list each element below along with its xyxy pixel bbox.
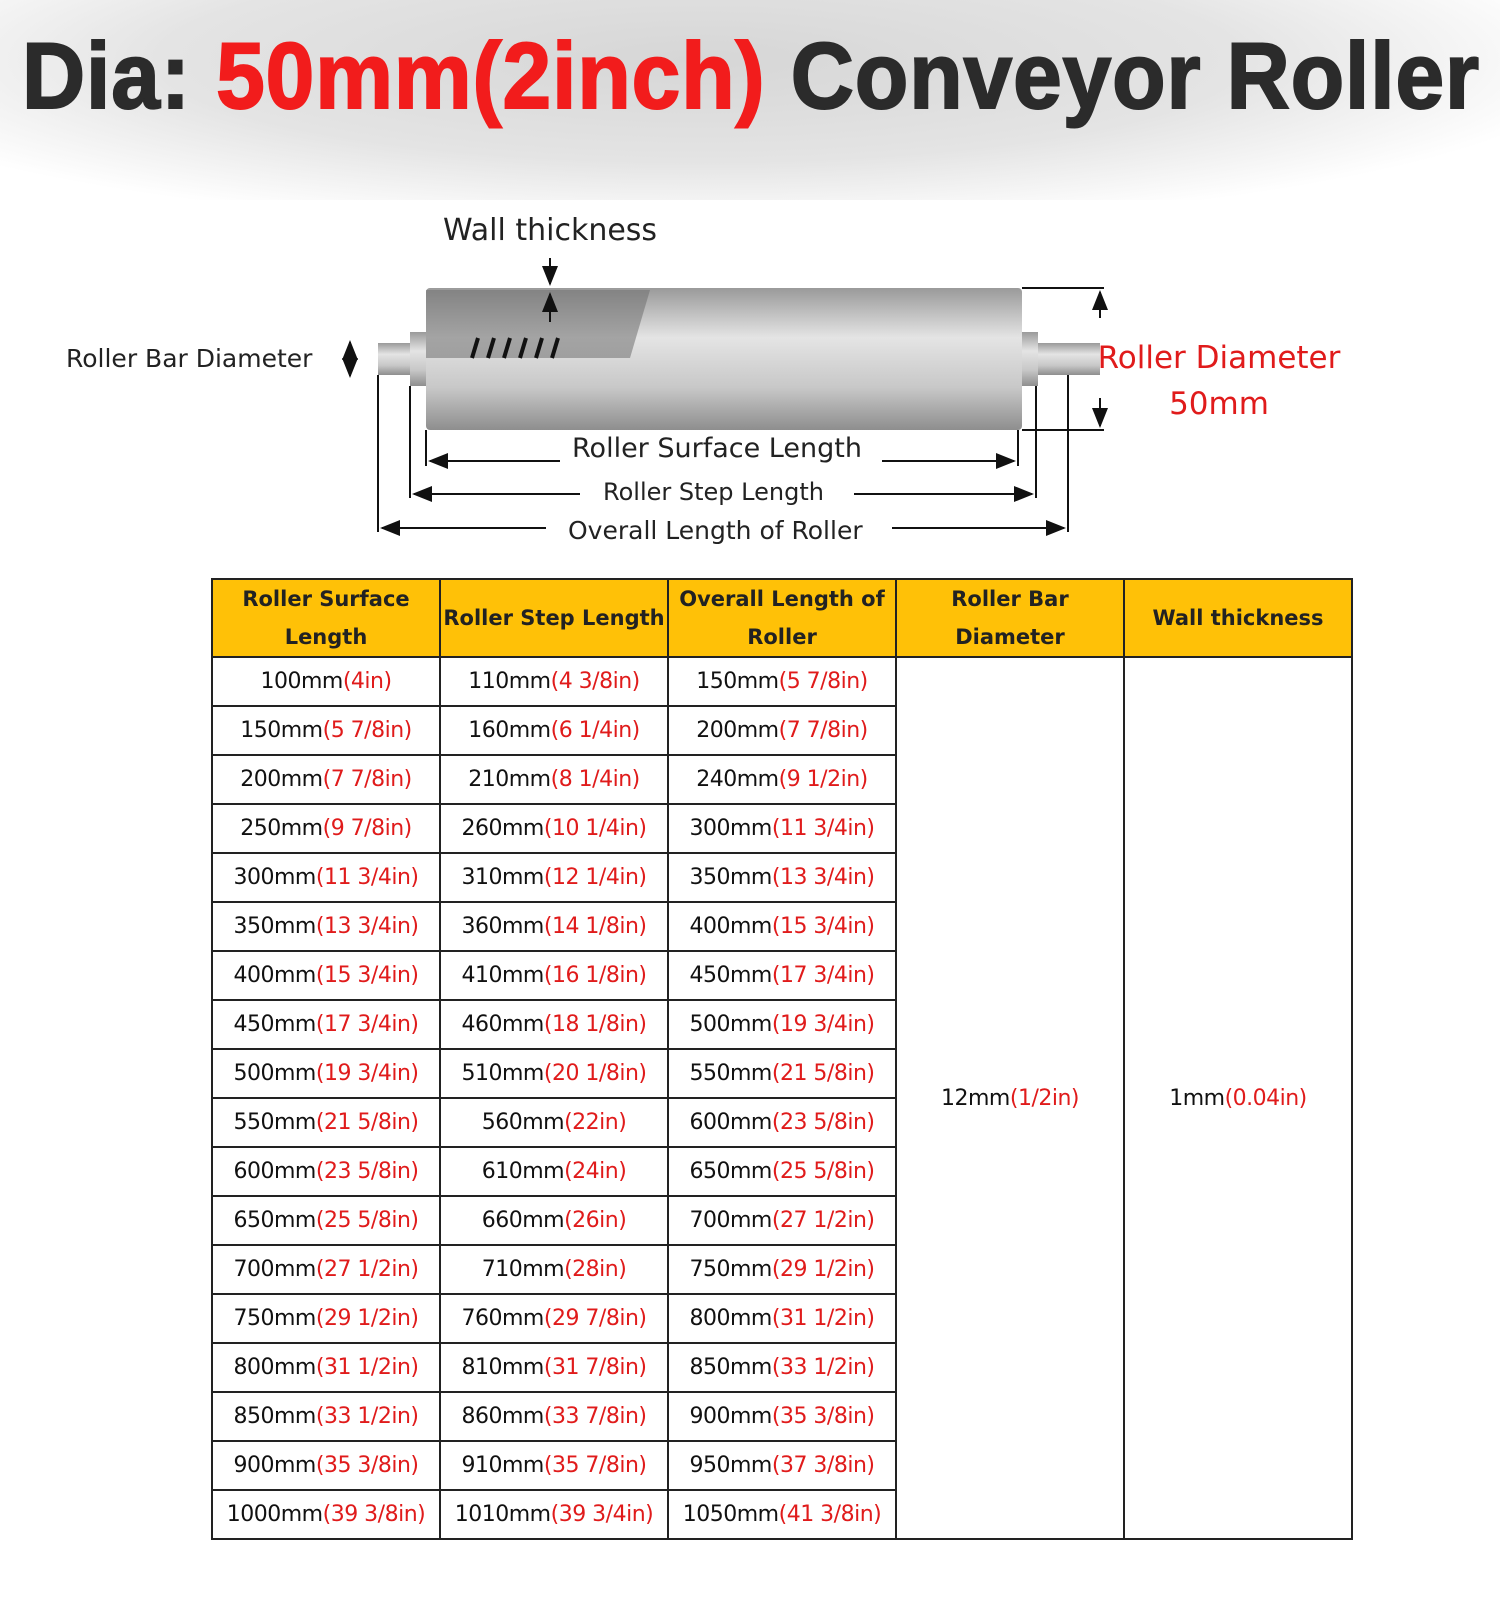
inch-value: (0.04in) <box>1224 1085 1307 1111</box>
surface-length-cell <box>212 1490 440 1539</box>
inch-value: (10 1/4in) <box>543 816 647 841</box>
bar-diameter-cell <box>896 657 1124 1539</box>
mm-value: 850mm <box>689 1355 772 1380</box>
mm-value: 100mm <box>260 669 343 694</box>
title-prefix: Dia: <box>22 23 217 128</box>
mm-value: 450mm <box>689 963 772 988</box>
mm-value: 600mm <box>689 1110 772 1135</box>
mm-value: 500mm <box>689 1012 772 1037</box>
inch-value: (31 7/8in) <box>543 1355 647 1380</box>
mm-value: 900mm <box>689 1404 772 1429</box>
mm-value: 800mm <box>233 1355 316 1380</box>
step-length-cell <box>440 1000 668 1049</box>
mm-value: 760mm <box>461 1306 544 1331</box>
step-length-cell <box>440 1049 668 1098</box>
mm-value: 600mm <box>233 1159 316 1184</box>
mm-value: 210mm <box>468 767 551 792</box>
mm-value: 650mm <box>689 1159 772 1184</box>
inch-value: (21 5/8in) <box>771 1061 875 1086</box>
inch-value: (13 3/4in) <box>771 865 875 890</box>
mm-value: 700mm <box>689 1208 772 1233</box>
mm-value: 150mm <box>240 718 323 743</box>
inch-value: (22in) <box>564 1110 627 1135</box>
step-length-cell <box>440 1294 668 1343</box>
surface-length-cell <box>212 1245 440 1294</box>
header-bar-diameter: Roller Bar Diameter <box>896 579 1124 657</box>
surface-length-cell <box>212 657 440 706</box>
surface-length-cell <box>212 1294 440 1343</box>
inch-value: (27 1/2in) <box>315 1257 419 1282</box>
overall-length-cell <box>668 1000 896 1049</box>
surface-length-cell <box>212 1098 440 1147</box>
inch-value: (27 1/2in) <box>771 1208 875 1233</box>
step-length-cell <box>440 1196 668 1245</box>
mm-value: 850mm <box>233 1404 316 1429</box>
inch-value: (9 7/8in) <box>322 816 412 841</box>
header-overall-length: Overall Length of Roller <box>668 579 896 657</box>
mm-value: 400mm <box>233 963 316 988</box>
mm-value: 12mm <box>941 1085 1010 1111</box>
surface-length-cell <box>212 951 440 1000</box>
step-length-cell <box>440 755 668 804</box>
mm-value: 1050mm <box>682 1502 779 1527</box>
inch-value: (25 5/8in) <box>315 1208 419 1233</box>
table-header-row <box>212 579 1352 657</box>
mm-value: 910mm <box>461 1453 544 1478</box>
wall-thickness-cell <box>1124 657 1352 1539</box>
overall-length-cell <box>668 1098 896 1147</box>
mm-value: 410mm <box>461 963 544 988</box>
overall-length-cell <box>668 1294 896 1343</box>
title-highlight: 50mm(2inch) <box>216 23 766 128</box>
mm-value: 460mm <box>461 1012 544 1037</box>
mm-value: 500mm <box>233 1061 316 1086</box>
inch-value: (11 3/4in) <box>315 865 419 890</box>
mm-value: 300mm <box>233 865 316 890</box>
inch-value: (29 1/2in) <box>315 1306 419 1331</box>
mm-value: 1010mm <box>454 1502 551 1527</box>
inch-value: (15 3/4in) <box>771 914 875 939</box>
surface-length-cell <box>212 1392 440 1441</box>
inch-value: (7 7/8in) <box>322 767 412 792</box>
overall-length-cell <box>668 1490 896 1539</box>
mm-value: 150mm <box>696 669 779 694</box>
step-length-cell <box>440 1245 668 1294</box>
overall-length-cell <box>668 657 896 706</box>
mm-value: 350mm <box>689 865 772 890</box>
overall-length-cell <box>668 1392 896 1441</box>
surface-length-cell <box>212 853 440 902</box>
inch-value: (18 1/8in) <box>543 1012 647 1037</box>
inch-value: (4 3/8in) <box>550 669 640 694</box>
roller-diameter-label <box>1086 335 1352 427</box>
surface-length-cell <box>212 1049 440 1098</box>
mm-value: 950mm <box>689 1453 772 1478</box>
inch-value: (5 7/8in) <box>322 718 412 743</box>
inch-value: (25 5/8in) <box>771 1159 875 1184</box>
step-length-cell <box>440 951 668 1000</box>
mm-value: 860mm <box>461 1404 544 1429</box>
surface-length-cell <box>212 902 440 951</box>
inch-value: (13 3/4in) <box>315 914 419 939</box>
step-length-cell <box>440 1490 668 1539</box>
surface-length-cell <box>212 1000 440 1049</box>
inch-value: (1/2in) <box>1009 1085 1079 1111</box>
mm-value: 750mm <box>689 1257 772 1282</box>
inch-value: (16 1/8in) <box>543 963 647 988</box>
inch-value: (9 1/2in) <box>778 767 868 792</box>
inch-value: (23 5/8in) <box>315 1159 419 1184</box>
overall-length-cell <box>668 706 896 755</box>
surface-length-cell <box>212 1147 440 1196</box>
inch-value: (41 3/8in) <box>778 1502 882 1527</box>
inch-value: (35 3/8in) <box>771 1404 875 1429</box>
overall-length-cell <box>668 755 896 804</box>
inch-value: (7 7/8in) <box>778 718 868 743</box>
mm-value: 660mm <box>481 1208 565 1233</box>
mm-value: 110mm <box>468 669 551 694</box>
mm-value: 560mm <box>481 1110 565 1135</box>
mm-value: 510mm <box>461 1061 544 1086</box>
step-length-cell <box>440 1147 668 1196</box>
mm-value: 310mm <box>461 865 544 890</box>
surface-length-label: Roller Surface Length <box>572 433 862 464</box>
roller-diameter-title: Roller Diameter <box>1097 340 1341 376</box>
overall-length-cell <box>668 951 896 1000</box>
inch-value: (33 1/2in) <box>315 1404 419 1429</box>
mm-value: 160mm <box>468 718 551 743</box>
inch-value: (21 5/8in) <box>315 1110 419 1135</box>
step-length-cell <box>440 1343 668 1392</box>
inch-value: (29 1/2in) <box>771 1257 875 1282</box>
inch-value: (35 3/8in) <box>315 1453 419 1478</box>
roller-diameter-value: 50mm <box>1169 386 1269 422</box>
overall-length-cell <box>668 1147 896 1196</box>
inch-value: (19 3/4in) <box>315 1061 419 1086</box>
mm-value: 900mm <box>233 1453 316 1478</box>
inch-value: (28in) <box>564 1257 627 1282</box>
inch-value: (35 7/8in) <box>543 1453 647 1478</box>
surface-length-cell <box>212 755 440 804</box>
step-length-cell <box>440 804 668 853</box>
title-suffix: Conveyor Roller <box>765 23 1480 128</box>
inch-value: (4in) <box>342 669 392 694</box>
mm-value: 700mm <box>233 1257 316 1282</box>
inch-value: (20 1/8in) <box>543 1061 647 1086</box>
mm-value: 250mm <box>240 816 323 841</box>
overall-length-cell <box>668 1196 896 1245</box>
mm-value: 200mm <box>696 718 779 743</box>
surface-length-cell <box>212 1343 440 1392</box>
mm-value: 350mm <box>233 914 316 939</box>
step-length-cell <box>440 1441 668 1490</box>
spec-table <box>211 578 1353 1540</box>
mm-value: 360mm <box>461 914 544 939</box>
mm-value: 240mm <box>696 767 779 792</box>
inch-value: (8 1/4in) <box>550 767 640 792</box>
overall-length-label: Overall Length of Roller <box>568 516 863 545</box>
header-step-length: Roller Step Length <box>440 579 668 657</box>
mm-value: 260mm <box>461 816 544 841</box>
mm-value: 610mm <box>481 1159 565 1184</box>
inch-value: (23 5/8in) <box>771 1110 875 1135</box>
overall-length-cell <box>668 1441 896 1490</box>
inch-value: (11 3/4in) <box>771 816 875 841</box>
mm-value: 650mm <box>233 1208 316 1233</box>
inch-value: (33 7/8in) <box>543 1404 647 1429</box>
header-wall-thickness: Wall thickness <box>1124 579 1352 657</box>
inch-value: (26in) <box>564 1208 627 1233</box>
surface-length-cell <box>212 706 440 755</box>
inch-value: (31 1/2in) <box>315 1355 419 1380</box>
roller-bar-diameter-label: Roller Bar Diameter <box>66 344 313 373</box>
inch-value: (24in) <box>564 1159 627 1184</box>
table-row <box>212 657 1352 706</box>
inch-value: (14 1/8in) <box>543 914 647 939</box>
inch-value: (17 3/4in) <box>315 1012 419 1037</box>
mm-value: 750mm <box>233 1306 316 1331</box>
inch-value: (15 3/4in) <box>315 963 419 988</box>
inch-value: (6 1/4in) <box>550 718 640 743</box>
mm-value: 810mm <box>461 1355 544 1380</box>
inch-value: (33 1/2in) <box>771 1355 875 1380</box>
step-length-cell <box>440 902 668 951</box>
overall-length-cell <box>668 1343 896 1392</box>
inch-value: (17 3/4in) <box>771 963 875 988</box>
inch-value: (29 7/8in) <box>543 1306 647 1331</box>
roller-bearing-right <box>1022 332 1038 386</box>
wall-thickness-label: Wall thickness <box>443 213 658 248</box>
step-length-cell <box>440 1098 668 1147</box>
overall-length-cell <box>668 853 896 902</box>
mm-value: 450mm <box>233 1012 316 1037</box>
step-length-cell <box>440 657 668 706</box>
mm-value: 200mm <box>240 767 323 792</box>
mm-value: 1000mm <box>226 1502 323 1527</box>
inch-value: (19 3/4in) <box>771 1012 875 1037</box>
mm-value: 800mm <box>689 1306 772 1331</box>
inch-value: (37 3/8in) <box>771 1453 875 1478</box>
mm-value: 550mm <box>233 1110 316 1135</box>
overall-length-cell <box>668 804 896 853</box>
mm-value: 550mm <box>689 1061 772 1086</box>
header-surface-length: Roller Surface Length <box>212 579 440 657</box>
overall-length-cell <box>668 1049 896 1098</box>
inch-value: (5 7/8in) <box>778 669 868 694</box>
step-length-cell <box>440 853 668 902</box>
mm-value: 400mm <box>689 914 772 939</box>
inch-value: (12 1/4in) <box>543 865 647 890</box>
step-length-cell <box>440 1392 668 1441</box>
surface-length-cell <box>212 1441 440 1490</box>
overall-length-cell <box>668 902 896 951</box>
mm-value: 710mm <box>481 1257 565 1282</box>
inch-value: (39 3/8in) <box>322 1502 426 1527</box>
mm-value: 300mm <box>689 816 772 841</box>
surface-length-cell <box>212 1196 440 1245</box>
step-length-label: Roller Step Length <box>603 478 824 506</box>
inch-value: (31 1/2in) <box>771 1306 875 1331</box>
overall-length-cell <box>668 1245 896 1294</box>
mm-value: 1mm <box>1169 1085 1225 1111</box>
step-length-cell <box>440 706 668 755</box>
surface-length-cell <box>212 804 440 853</box>
inch-value: (39 3/4in) <box>550 1502 654 1527</box>
roller-diagram <box>0 0 1500 560</box>
